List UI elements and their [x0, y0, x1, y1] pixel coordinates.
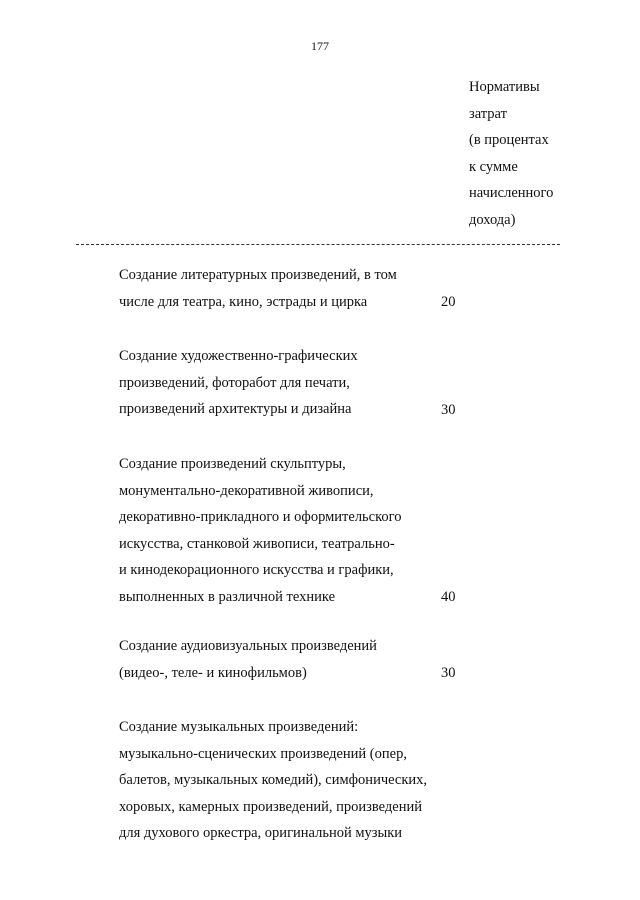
column-header-line: затрат [469, 105, 507, 122]
entry-text-line: декоративно-прикладного и оформительского [119, 509, 402, 525]
column-header [469, 79, 619, 238]
entry-text-line: балетов, музыкальных комедий), симфонических, [119, 772, 428, 788]
list-item [119, 347, 479, 427]
entry-text-line: Создание литературных произведений, в том [119, 267, 397, 283]
column-header-line: дохода) [469, 211, 516, 228]
entry-text-line: числе для театра, кино, эстрады и цирка [119, 293, 368, 310]
entry-text-line: Создание произведений скульптуры, [119, 456, 346, 472]
entry-value: 20 [441, 294, 456, 310]
entry-text-line: и кинодекорационного искусства и графики, [119, 562, 394, 578]
entry-text-line: Создание музыкальных произведений: [119, 719, 359, 735]
column-header-line: к сумме [469, 158, 518, 175]
entry-text-line: монументально-декоративной живописи, [119, 482, 374, 499]
entry-text-line: искусства, станковой живописи, театрально- [119, 535, 395, 552]
page-number: 177 [311, 39, 329, 53]
entry-text-line: (видео-, теле- и кинофильмов) [119, 664, 307, 681]
column-header-line: (в процентах [469, 132, 549, 148]
list-item [119, 718, 479, 851]
entry-text-line: произведений архитектуры и дизайна [119, 401, 352, 417]
column-header-line: начисленного [469, 185, 554, 201]
entry-text-line: для духового оркестра, оригинальной музыки [119, 825, 403, 841]
header-divider [76, 244, 560, 245]
list-item [119, 455, 479, 614]
list-item [119, 637, 479, 690]
list-item [119, 266, 479, 319]
entry-text-line: выполненных в различной технике [119, 588, 336, 605]
entry-value: 30 [441, 665, 456, 681]
column-header-line: Нормативы [469, 79, 540, 95]
entry-value: 30 [441, 401, 456, 418]
entry-text-line: произведений, фоторабот для печати, [119, 374, 350, 391]
entry-text-line: Создание аудиовизуальных произведений [119, 638, 377, 654]
entry-text-line: Создание художественно-графических [119, 348, 358, 364]
entry-text-line: хоровых, камерных произведений, произведений [119, 798, 422, 815]
entry-text-line: музыкально-сценических произведений (опер, [119, 745, 407, 762]
entry-value: 40 [441, 589, 456, 605]
